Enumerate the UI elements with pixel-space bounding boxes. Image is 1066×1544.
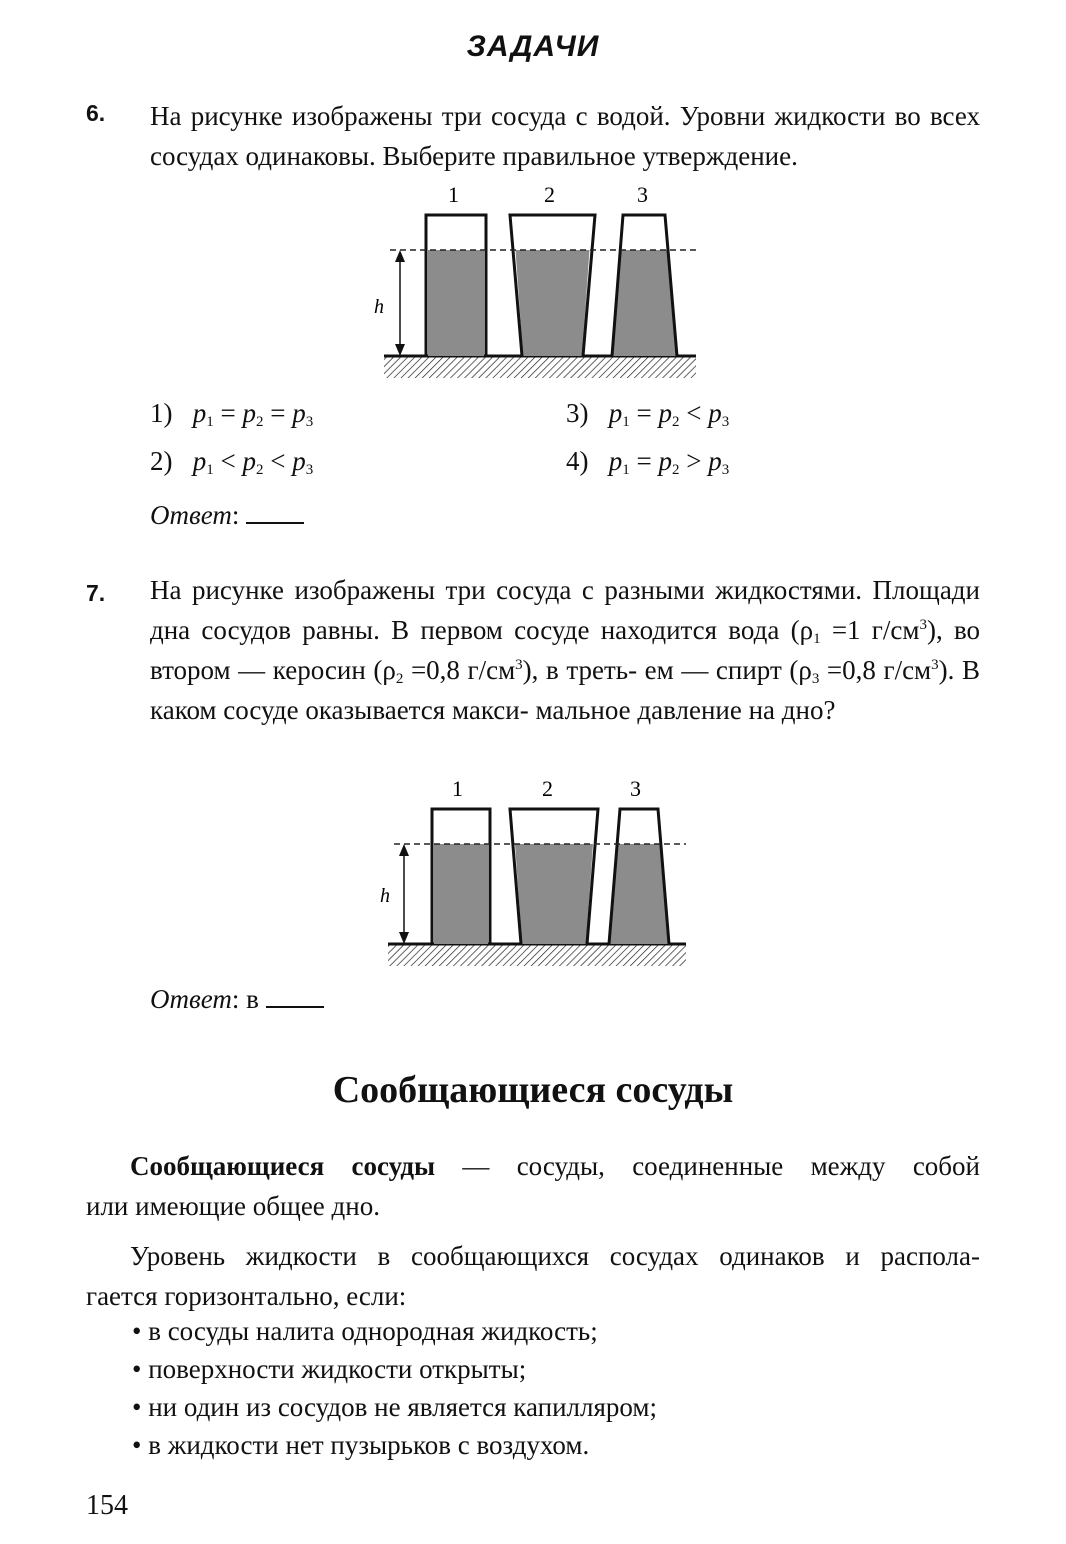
h-label: h (380, 885, 390, 907)
vessel-1-liquid (434, 844, 488, 944)
option-4: 4) $p_1 = p_2 > p_3$ (566, 446, 730, 478)
vessel-2-liquid (515, 844, 593, 944)
page-header: ЗАДАЧИ (466, 30, 600, 63)
problem-7-text: На рисунке изображены три сосуда с разными жидкостями. Площади дна сосудов равны. В первом сосуде находится вода ($\rho_1 =1$ $г/см^3$), во втором — керосин ($\rho_2 =0,8$ $г/см^3$), в треть- ем — спирт ($\rho_3 =0,8$ $г/см^3$). В каком сосуде оказывается макси- мальное давление на дно? (150, 575, 981, 725)
vessel-3-liquid (610, 844, 668, 944)
bullet-item: • поверхности жидкости открыты; (132, 1354, 527, 1384)
option-2: 2) $p_1 < p_2 < p_3$ (150, 446, 314, 478)
ground-hatch (384, 356, 696, 378)
option-num: 4) (566, 446, 589, 476)
vessel-label-3: 3 (630, 776, 641, 801)
h-label: h (374, 296, 384, 318)
option-num: 3) (566, 398, 589, 428)
bullet-item: • в сосуды налита однородная жидкость; (132, 1316, 598, 1346)
problem-7-figure (364, 772, 714, 978)
vessel-label-3: 3 (637, 182, 648, 207)
section-title: Сообщающиеся сосуды (332, 1069, 734, 1111)
vessel-3-liquid (613, 250, 676, 356)
problem-7-answer: Ответ: в (150, 984, 324, 1015)
vessel-1-liquid (428, 250, 484, 356)
option-num: 2) (150, 446, 173, 476)
bullet-item: • в жидкости нет пузырьков с воздухом. (132, 1430, 590, 1460)
option-num: 1) (150, 398, 173, 428)
problem-6-number: 6. (86, 100, 106, 126)
vessel-label-1: 1 (452, 776, 463, 801)
problem-6-answer: Ответ: (150, 500, 304, 531)
vessel-2-liquid (516, 250, 590, 356)
vessels-figure-7 (380, 776, 686, 966)
vessel-label-2: 2 (542, 776, 553, 801)
definition-paragraph: Сообщающиеся сосуды — сосуды, соединенные между собой или имеющие общее дно. (86, 1151, 980, 1221)
problem-6-text: На рисунке изображены три сосуда с водой. Уровни жидкости во всех сосудах одинаковы. Выберите правильное утверждение. (150, 101, 980, 171)
vessel-label-2: 2 (544, 182, 555, 207)
answer-blank-6[interactable] (246, 500, 304, 524)
ground-hatch (388, 944, 686, 966)
page-number: 154 (86, 1490, 128, 1521)
vessels-figure-6 (374, 182, 696, 378)
vessel-label-1: 1 (448, 182, 459, 207)
answer-blank-7[interactable] (266, 984, 324, 1008)
problem-6-figure (360, 178, 710, 388)
option-1: 1) $p_1 = p_2 = p_3$ (150, 398, 314, 430)
option-3: 3) $p_1 = p_2 < p_3$ (566, 398, 730, 430)
level-paragraph: Уровень жидкости в сообщающихся сосудах одинаков и распола- гается горизонтально, если: (86, 1241, 980, 1311)
problem-7-number: 7. (86, 580, 106, 606)
bullet-item: • ни один из сосудов не является капилляром; (132, 1392, 657, 1422)
